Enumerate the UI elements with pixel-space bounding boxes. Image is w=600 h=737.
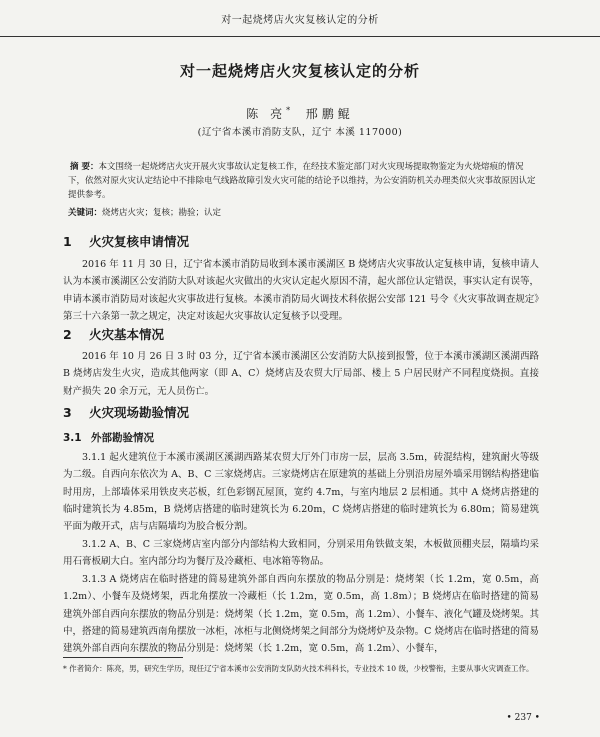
section-2-title: 火灾基本情况 <box>89 327 165 342</box>
paragraph-3-1-1: 3.1.1 起火建筑位于本溪市溪湖区溪湖西路某农贸大厅外门市房一层，层高 3.5m，砖混结构，建筑耐火等级为二级。自西向东依次为 A、B、C 三家烧烤店。三家烧烤店在原建筑的基础上分别沿房屋外墙采用钢结构搭建临时用房，上部墙体采用铁皮夹芯板，红色彩钢瓦屋顶，宽约 4.7m，与室内地层 2 层相通。其中 A 烧烤店搭建的临时建筑长为 4.85m，B 烧烤店搭建的临时建筑长为 6.20m，C 烧烤店搭建的临时建筑长为 6.80m；简易建筑平面为敞开式，店与店隔墙均为胶合板分割。 <box>63 452 539 533</box>
section-2-number: 2 <box>63 327 72 342</box>
abstract-label: 摘 要： <box>70 162 99 172</box>
affiliation: (辽宁省本溪市消防支队，辽宁 本溪 117000) <box>197 127 403 138</box>
section-3-1-heading <box>63 430 154 445</box>
running-head: 对一起烧烤店火灾复核认定的分析 <box>0 6 600 37</box>
section-1-paragraph: 2016 年 11 月 30 日，辽宁省本溪市消防局收到本溪市溪湖区 B 烧烤店火灾事故认定复核申请，复核申请人认为本溪市溪湖区公安消防大队对该起火灾做出的火灾认定起火原因不清，起火部位认定错误，事实认定有误等，申请本溪市消防局对该起火灾事故进行复核。本溪市消防局火调技术科依据公安部 121 号令《火灾事故调查规定》第三十六条第一款之规定，决定对该起火灾事故认定复核予以受理。 <box>63 259 539 322</box>
section-3-heading <box>63 403 189 421</box>
paragraph-3-1-2: 3.1.2 A、B、C 三家烧烤店室内部分内部结构大致相同，分别采用角铁做支架，木板做顶棚夹层，隔墙均采用石膏板刷大白。室内部分均为餐厅及冷藏柜、电冰箱等物品。 <box>63 539 539 568</box>
page-title: 对一起烧烤店火灾复核认定的分析 <box>179 62 420 80</box>
abstract <box>68 160 536 202</box>
abstract-text: 本文围绕一起烧烤店火灾开展火灾事故认定复核工作，在经技术鉴定部门对火灾现场提取物鉴定为火烧熔痕的情况下，依然对原火灾认定结论中不排除电气线路故障引发火灾可能的结论予以维持，为公安消防机关办理类似火灾事故原因认定提供参考。 <box>68 162 536 200</box>
author-footnote-mark: * <box>286 106 291 115</box>
keywords-label: 关键词： <box>68 208 103 218</box>
page-number: • 237 • <box>506 713 540 723</box>
authors <box>0 105 600 122</box>
section-3-number: 3 <box>63 405 72 420</box>
keywords-text: 烧烤店火灾；复核；勘验；认定 <box>102 208 222 218</box>
section-2-paragraph: 2016 年 10 月 26 日 3 时 03 分，辽宁省本溪市溪湖区公安消防大队接到报警，位于本溪市溪湖区溪湖西路 B 烧烤店发生火灾，造成其他两家（即 A、C）烧烤店及农贸大厅局部、楼上 5 户居民财产不同程度烧损。直接财产损失 20 余万元，无人员伤亡。 <box>63 351 539 397</box>
section-3-1-number: 3.1 <box>63 432 82 444</box>
section-1-title: 火灾复核申请情况 <box>89 234 190 249</box>
author-2: 邢鹏鲲 <box>305 107 354 121</box>
section-1-number: 1 <box>63 234 72 249</box>
section-3-title: 火灾现场勘验情况 <box>89 405 190 420</box>
footnote-rule <box>63 657 183 658</box>
section-3-1-title: 外部勘验情况 <box>91 432 154 444</box>
section-1-heading <box>63 232 189 250</box>
footnote: * 作者简介：陈亮，男，研究生学历，现任辽宁省本溪市公安消防支队防火技术科科长，专业技术 10 级，少校警衔，主要从事火灾调查工作。 <box>63 664 534 673</box>
section-2-heading <box>63 325 164 343</box>
keywords <box>68 206 536 220</box>
author-1: 陈 亮 <box>246 107 287 121</box>
paragraph-3-1-3: 3.1.3 A 烧烤店在临时搭建的简易建筑外部自西向东摆放的物品分别是：烧烤架（长 1.2m，宽 0.5m，高 1.2m）、小餐车及烧烤架，西北角摆放一冷藏柜（长 1.2m，宽 0.5m，高 1.8m）；B 烧烤店在临时搭建的简易建筑外部自西向东摆放的物品分别是：烧烤架（长 1.2m，宽 0.5m，高 1.2m）、小餐车、液化气罐及烧烤架。其中，搭建的简易建筑西南角摆放一冰柜，冰柜与北侧烧烤架之间部分为烧烤炉及杂物。C 烧烤店在临时搭建的简易建筑外部自西向东摆放的物品分别是：烧烤架（长 1.2m，宽 0.5m，高 1.2m）、小餐车， <box>63 574 539 655</box>
